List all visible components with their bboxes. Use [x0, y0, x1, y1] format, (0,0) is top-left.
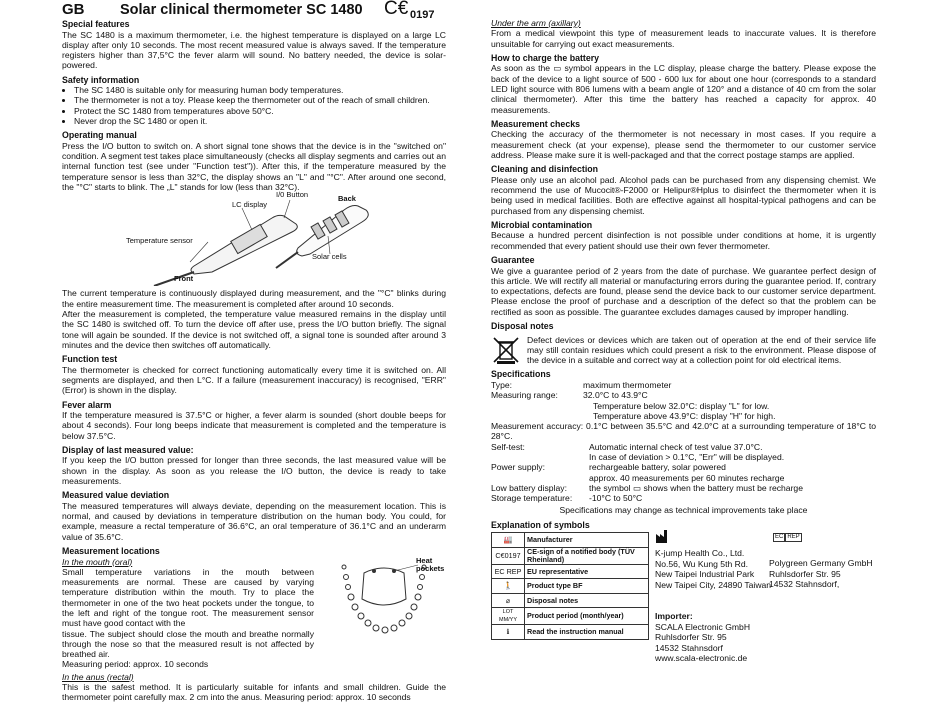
disposal-icon: ⌀: [492, 593, 525, 608]
disposal-text: Defect devices or devices which are taken out of operation at the end of their service life may still contain residues which could present a risk to the environment. Please dispose of the device in a suitable and correct way at a collection point for old electrical items.: [527, 334, 876, 366]
ec-rep-box: EC REP: [775, 534, 800, 541]
oral-text-2: tissue. The subject should close the mouth and breathe normally through the nose so that the measured result is not affected by breathed air.: [62, 628, 314, 660]
ce-number: 0197: [410, 9, 435, 21]
manufacturer-block: [655, 528, 875, 590]
specifications-table: [491, 380, 775, 421]
fever-alarm-text: If the temperature measured is 37.5°C or higher, a fever alarm is sounded (short double beeps for about 4 seconds). Four long beeps indicate that measurement is completed and the temperature is below 37.5°C.: [62, 410, 446, 441]
special-features-text: The SC 1480 is a maximum thermometer, i.e. the highest temperature is displayed on a large LC display after only 10 seconds. The most recent measured value is always saved. If the temperature registers higher than 37,5°C the fever alarm will sound. No battery needed, the device is solar-powered.: [62, 29, 446, 71]
type-bf-icon: 🚶: [492, 579, 525, 594]
table-row: 🚶 Product type BF: [492, 579, 649, 594]
safety-list: [62, 85, 446, 126]
table-row: Temperature above 43.9°C: display "H" for high.: [593, 410, 776, 421]
heading-function-test: Function test: [62, 354, 118, 365]
list-item: • The thermometer is not a toy. Please keep the thermometer out of the reach of small children.: [74, 95, 446, 105]
figure-label-front: Front: [174, 274, 194, 284]
heading-last-value: Display of last measured value:: [62, 444, 194, 455]
ec-rep-address: Polygreen Germany GmbH Ruhlsdorfer Str. 95 14532 Stahnsdorf,: [769, 558, 873, 590]
list-item: • Protect the SC 1480 from temperatures above 50°C.: [74, 106, 446, 116]
table-row: ℹ Read the instruction manual: [492, 625, 649, 640]
function-test-text: The thermometer is checked for correct functioning automatically every time it is switched on. All segments are displayed, and then L°C. If a failure (measurement inaccuracy) is recognised, "ERR" (Error) is shown in the display.: [62, 364, 446, 396]
cleaning-text: Please only use an alcohol pad. Alcohol pads can be purchased from any dispensing chemist. We recommend the use of Mucocit®-F2000 or Helipur®Hplus to disinfect the thermometer when it is being used in medical facilities. Both are effective against all hospital-typical pathogens and can be purchased from any dispensing chemist.: [491, 174, 876, 216]
heading-special-features: Special features: [62, 19, 130, 29]
factory-icon: [655, 528, 671, 544]
spec-accuracy: Measurement accuracy: 0.1°C between 35.5°C and 42.0°C at a surrounding temperature of 18°C to 28°C.: [491, 421, 876, 442]
heading-guarantee: Guarantee: [491, 255, 535, 266]
microbial-text: Because a hundred percent disinfection is not possible under conditions at home, it is urgently recommended that every patient should use their own fever thermometer.: [491, 230, 876, 251]
guarantee-text: We give a guarantee period of 2 years from the date of purchase. We guarantee perfect design of this article. We will rectify all material or manufacturing errors during the guarantee period. If, contrary to expectations, defects are found, please send the device back to our customer service department. Please enclose the proof of purchase and a description of the defect so that the problem can be rectified as soon as possible. The guarantee excludes damages caused by improper handling.: [491, 265, 876, 317]
heat-pockets-figure: [332, 555, 445, 643]
heading-cleaning: Cleaning and disinfection: [491, 164, 599, 175]
info-icon: ℹ: [492, 625, 525, 640]
table-row: approx. 40 measurements per 60 minutes recharge: [589, 472, 785, 483]
table-row: ⌀ Disposal notes: [492, 593, 649, 608]
heading-operating: Operating manual: [62, 130, 137, 141]
table-row: LOT MM/YY Product period (month/year): [492, 608, 649, 625]
symbols-table: [491, 532, 649, 640]
checks-text: Checking the accuracy of the thermometer is not necessary in most cases. If you require a measurement check (at your expense), please send the thermometer to our customer service address. Please make sure it is well-packaged and that the correct postage stamps are applied.: [491, 129, 876, 160]
manufacturer-address: K-jump Health Co., Ltd. No.56, Wu Kung 5th Rd. New Taipei Industrial Park New Taipei City, 24890 Taiwan: [655, 548, 772, 590]
symbols-section: [491, 532, 876, 664]
subheading-oral: In the mouth (oral): [62, 556, 133, 567]
table-row: In case of deviation > 0.1°C, "Err" will be displayed.: [589, 452, 785, 462]
subheading-axillary: Under the arm (axillary): [491, 18, 581, 28]
deviation-text: The measured temperatures will always deviate, depending on the measurement location. This is normal, and caused by deviations in temperature distribution on the human body. You could, for example, measure a rectal temperature of 36.6°C, an oral temperature of 36.1°C and an underarm value of 35.6°C.: [62, 500, 446, 542]
heading-fever-alarm: Fever alarm: [62, 399, 112, 410]
list-item: • Never drop the SC 1480 or open it.: [74, 116, 446, 126]
table-row: Storage temperature: -10°C to 50°C: [491, 493, 643, 504]
heading-locations: Measurement locations: [62, 546, 160, 556]
heading-safety: Safety information: [62, 74, 140, 85]
disposal-block: [491, 335, 876, 366]
oral-period: Measuring period: approx. 10 seconds: [62, 659, 209, 670]
manufacturer-icon: 🏭: [492, 533, 525, 548]
table-row: Low battery display: the symbol ▭ shows when the battery must be recharge: [491, 482, 803, 493]
rectal-text: This is the safest method. It is particularly suitable for infants and small children. Guide the thermometer point carefully max. 2 cm into the anus. Measuring period: approx. 10 seconds: [62, 682, 446, 703]
heading-specifications: Specifications: [491, 369, 551, 380]
spec-note: Specifications may change as technical improvements take place: [559, 505, 808, 516]
list-item: • The SC 1480 is suitable only for measuring human body temperatures.: [74, 85, 446, 95]
table-row: Measuring range: 32.0°C to 43.9°C: [491, 390, 648, 401]
figure-label-io-button: I/0 Button: [276, 190, 309, 200]
charge-text: As soon as the ▭ symbol appears in the LC display, please charge the battery. Please expose the back of the device to a light source of 500 - 600 lux for about one hour (corresponds to a standard LED light source with 806 lumens with a beam angle of 120° and a distance of 40 cm from the solar clinical thermometer). After this time the battery has reached a capacity for approx. 40 measurements.: [491, 63, 876, 115]
importer-block: Importer: SCALA Electronic GmbH Ruhlsdorfer Str. 95 14532 Stahnsdorf www.scala-electronic.de: [655, 611, 751, 664]
figure-label-sensor: Temperature sensor: [126, 236, 193, 246]
left-column: [62, 0, 446, 703]
operating-text: Press the I/O button to switch on. A short signal tone shows that the device is in the "switched on" condition. A segment test takes place simultaneously (checks all display segments and carries out an internal function test (see under "Function test")). After this, if the temperature measured by the temperature sensor is less than 32°C, the display shows an "L" and "°C". After around one second, the "°C" starts to blink. The „L" stands for low (less than 32°C).: [62, 140, 446, 193]
thermometer-figure: [62, 190, 446, 286]
figure-label-lc-display: LC display: [232, 200, 268, 210]
right-column: [491, 18, 876, 664]
table-row: C€0197 CE-sign of a notified body (TÜV Rheinland): [492, 547, 649, 564]
oral-text: Small temperature variations in the mouth between measurements are normal. These are caused by varying temperature distribution within the mouth. Try to place the thermometer in one of the two heat pockets under the tongue, to the left and right of the tongue root. The measurement sensor must have good contact with the: [62, 566, 314, 629]
heading-checks: Measurement checks: [491, 118, 580, 129]
document-title: Solar clinical thermometer SC 1480: [120, 2, 363, 18]
heading-charge: How to charge the battery: [491, 52, 600, 63]
heading-microbial: Microbial contamination: [491, 219, 593, 230]
table-row: Self-test: Automatic internal check of test value 37.0°C.: [491, 441, 763, 452]
figure-label-back: Back: [338, 194, 356, 204]
last-value-text: If you keep the I/O button pressed for longer than three seconds, the last measured value will be shown in the display. As soon as you release the I/O button, the device is ready to take measurements.: [62, 455, 446, 487]
heading-deviation: Measured value deviation: [62, 490, 170, 501]
ce-mark-icon: C€: [384, 0, 409, 19]
measurement-text-1: The current temperature is continuously displayed during measurement, and the "°C" blinks during the entire measurement time. The measurement is completed after around 10 seconds.: [62, 288, 446, 309]
heading-symbols: Explanation of symbols: [491, 519, 590, 530]
measurement-text-2: After the measurement is completed, the temperature value measured remains in the display until the SC 1480 is switched off. To turn the device off after use, press the I/O button briefly. The signal tone will again be sounded. If the device is not switched off, a signal tone is sounded after around 3 minutes and the device then switches off automatically.: [62, 308, 446, 350]
language-code: GB: [62, 1, 85, 18]
lot-icon: LOT MM/YY: [492, 608, 525, 625]
figure-label-solar-cells: Solar cells: [312, 252, 347, 262]
subheading-rectal: In the anus (rectal): [62, 671, 134, 682]
heat-pockets-label: Heat pockets: [416, 555, 445, 573]
specifications-table-2: [491, 442, 803, 504]
axillary-text: From a medical viewpoint this type of measurement leads to inaccurate values. It is therefore unsuitable for carrying out exact measurements.: [491, 28, 876, 49]
table-row: Temperature below 32.0°C: display "L" for low.: [593, 400, 770, 411]
ce-icon: C€0197: [492, 547, 525, 564]
page-title: [62, 0, 446, 22]
table-row: 🏭 Manufacturer: [492, 533, 649, 548]
table-row: Type: maximum thermometer: [491, 379, 672, 390]
heading-disposal: Disposal notes: [491, 321, 554, 332]
mouth-section: [62, 557, 446, 670]
crossed-bin-icon: [491, 335, 521, 365]
table-row: Power supply: rechargeable battery, solar powered: [491, 462, 726, 473]
ec-rep-icon: EC REP: [492, 564, 525, 579]
table-row: EC REP EU representative: [492, 564, 649, 579]
